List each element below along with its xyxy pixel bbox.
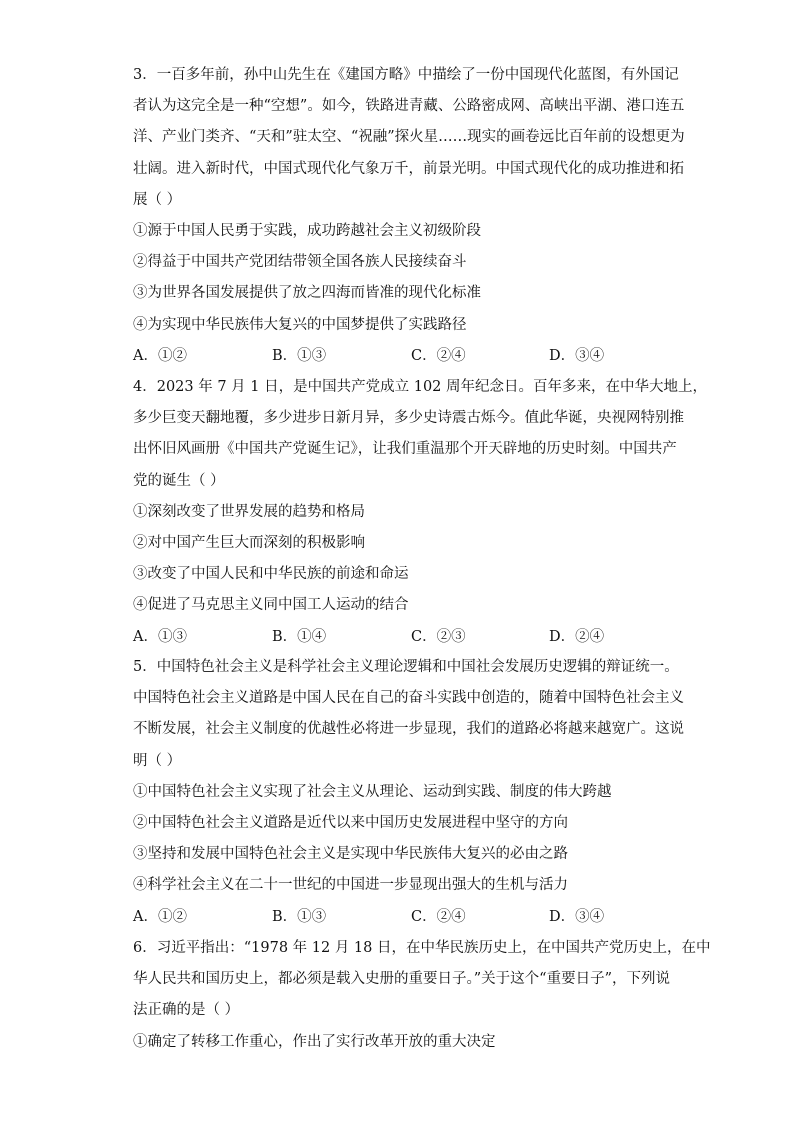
question-5-option: ④科学社会主义在二十一世纪的中国进一步显现出强大的生机与活力 — [133, 877, 568, 894]
question-5 — [133, 652, 684, 933]
question-3-option: ②得益于中国共产党团结带领全国各族人民接续奋斗 — [133, 254, 467, 271]
question-3-choices — [133, 341, 661, 372]
choice-a: A．①③ — [133, 628, 187, 645]
question-3-stem-line: 3．一百多年前，孙中山先生在《建国方略》中描绘了一份中国现代化蓝图，有外国记 — [133, 67, 679, 83]
question-3-stem-line: 者认为这完全是一种“空想”。如今，铁路进青藏、公路密成网、高峡出平湖、港口连五 — [133, 98, 685, 115]
question-5-option: ③坚持和发展中国特色社会主义是实现中华民族伟大复兴的必由之路 — [133, 846, 568, 863]
choice-b: B．①③ — [272, 347, 327, 364]
question-4-option: ④促进了马克思主义同中国工人运动的结合 — [133, 597, 409, 614]
question-4-stem-line: 党的诞生（ ） — [133, 472, 225, 489]
question-6 — [133, 933, 711, 1058]
question-6-stem-line: 华人民共和国历史上，都必须是载入史册的重要日子。”关于这个“重要日子”，下列说 — [133, 971, 670, 988]
question-6-option: ①确定了转移工作重心，作出了实行改革开放的重大决定 — [133, 1033, 496, 1050]
choice-a: A．①② — [133, 908, 187, 925]
question-4 — [133, 372, 708, 653]
question-3-option: ③为世界各国发展提供了放之四海而皆准的现代化标准 — [133, 285, 481, 302]
choice-d: D．③④ — [549, 908, 605, 925]
question-3-option: ①源于中国人民勇于实践，成功跨越社会主义初级阶段 — [133, 222, 481, 239]
question-4-option: ③改变了中国人民和中华民族的前途和命运 — [133, 566, 409, 583]
choice-c: C．②④ — [411, 908, 466, 925]
choice-b: B．①④ — [272, 628, 327, 645]
choice-a: A．①② — [133, 347, 187, 364]
question-5-option: ②中国特色社会主义道路是近代以来中国历史发展进程中坚守的方向 — [133, 814, 568, 831]
choice-d: D．②④ — [549, 628, 605, 645]
question-3-stem-line: 展（ ） — [133, 191, 182, 208]
question-3 — [133, 60, 685, 372]
question-4-stem-line: 出怀旧风画册《中国共产党诞生记》，让我们重温那个开天辟地的历史时刻。中国共产 — [133, 441, 677, 458]
question-3-stem-line: 洋、产业门类齐、“天和”驻太空、“祝融”探火星……现实的画卷远比百年前的设想更为 — [133, 129, 685, 146]
question-5-stem-line: 不断发展，社会主义制度的优越性必将进一步显现，我们的道路必将越来越宽广。这说 — [133, 721, 684, 738]
question-4-stem-line: 4．2023 年 7 月 1 日，是中国共产党成立 102 周年纪念日。百年多来，在中华大地上， — [133, 379, 708, 395]
question-5-choices — [133, 902, 661, 933]
question-5-stem-line: 明（ ） — [133, 752, 182, 769]
question-5-stem-line: 5．中国特色社会主义是科学社会主义理论逻辑和中国社会发展历史逻辑的辩证统一。 — [133, 659, 679, 675]
question-6-stem-line: 法正确的是（ ） — [133, 1002, 240, 1019]
question-5-stem-line: 中国特色社会主义道路是中国人民在自己的奋斗实践中创造的，随着中国特色社会主义 — [133, 690, 684, 707]
choice-c: C．②④ — [411, 347, 466, 364]
choice-c: C．②③ — [411, 628, 466, 645]
question-4-stem-line: 多少巨变天翻地覆，多少进步日新月异，多少史诗震古烁今。值此华诞，央视网特别推 — [133, 410, 684, 427]
question-4-option: ①深刻改变了世界发展的趋势和格局 — [133, 503, 365, 520]
choice-b: B．①③ — [272, 908, 327, 925]
question-4-choices — [133, 622, 661, 653]
question-6-stem-line: 6．习近平指出：“1978 年 12 月 18 日，在中华民族历史上，在中国共产党历史上，在中 — [133, 940, 711, 956]
question-5-option: ①中国特色社会主义实现了社会主义从理论、运动到实践、制度的伟大跨越 — [133, 783, 612, 800]
choice-d: D．③④ — [549, 347, 605, 364]
question-3-stem-line: 壮阔。进入新时代，中国式现代化气象万千，前景光明。中国式现代化的成功推进和拓 — [133, 160, 684, 177]
question-4-option: ②对中国产生巨大而深刻的积极影响 — [133, 534, 365, 551]
question-3-option: ④为实现中华民族伟大复兴的中国梦提供了实践路径 — [133, 316, 467, 333]
